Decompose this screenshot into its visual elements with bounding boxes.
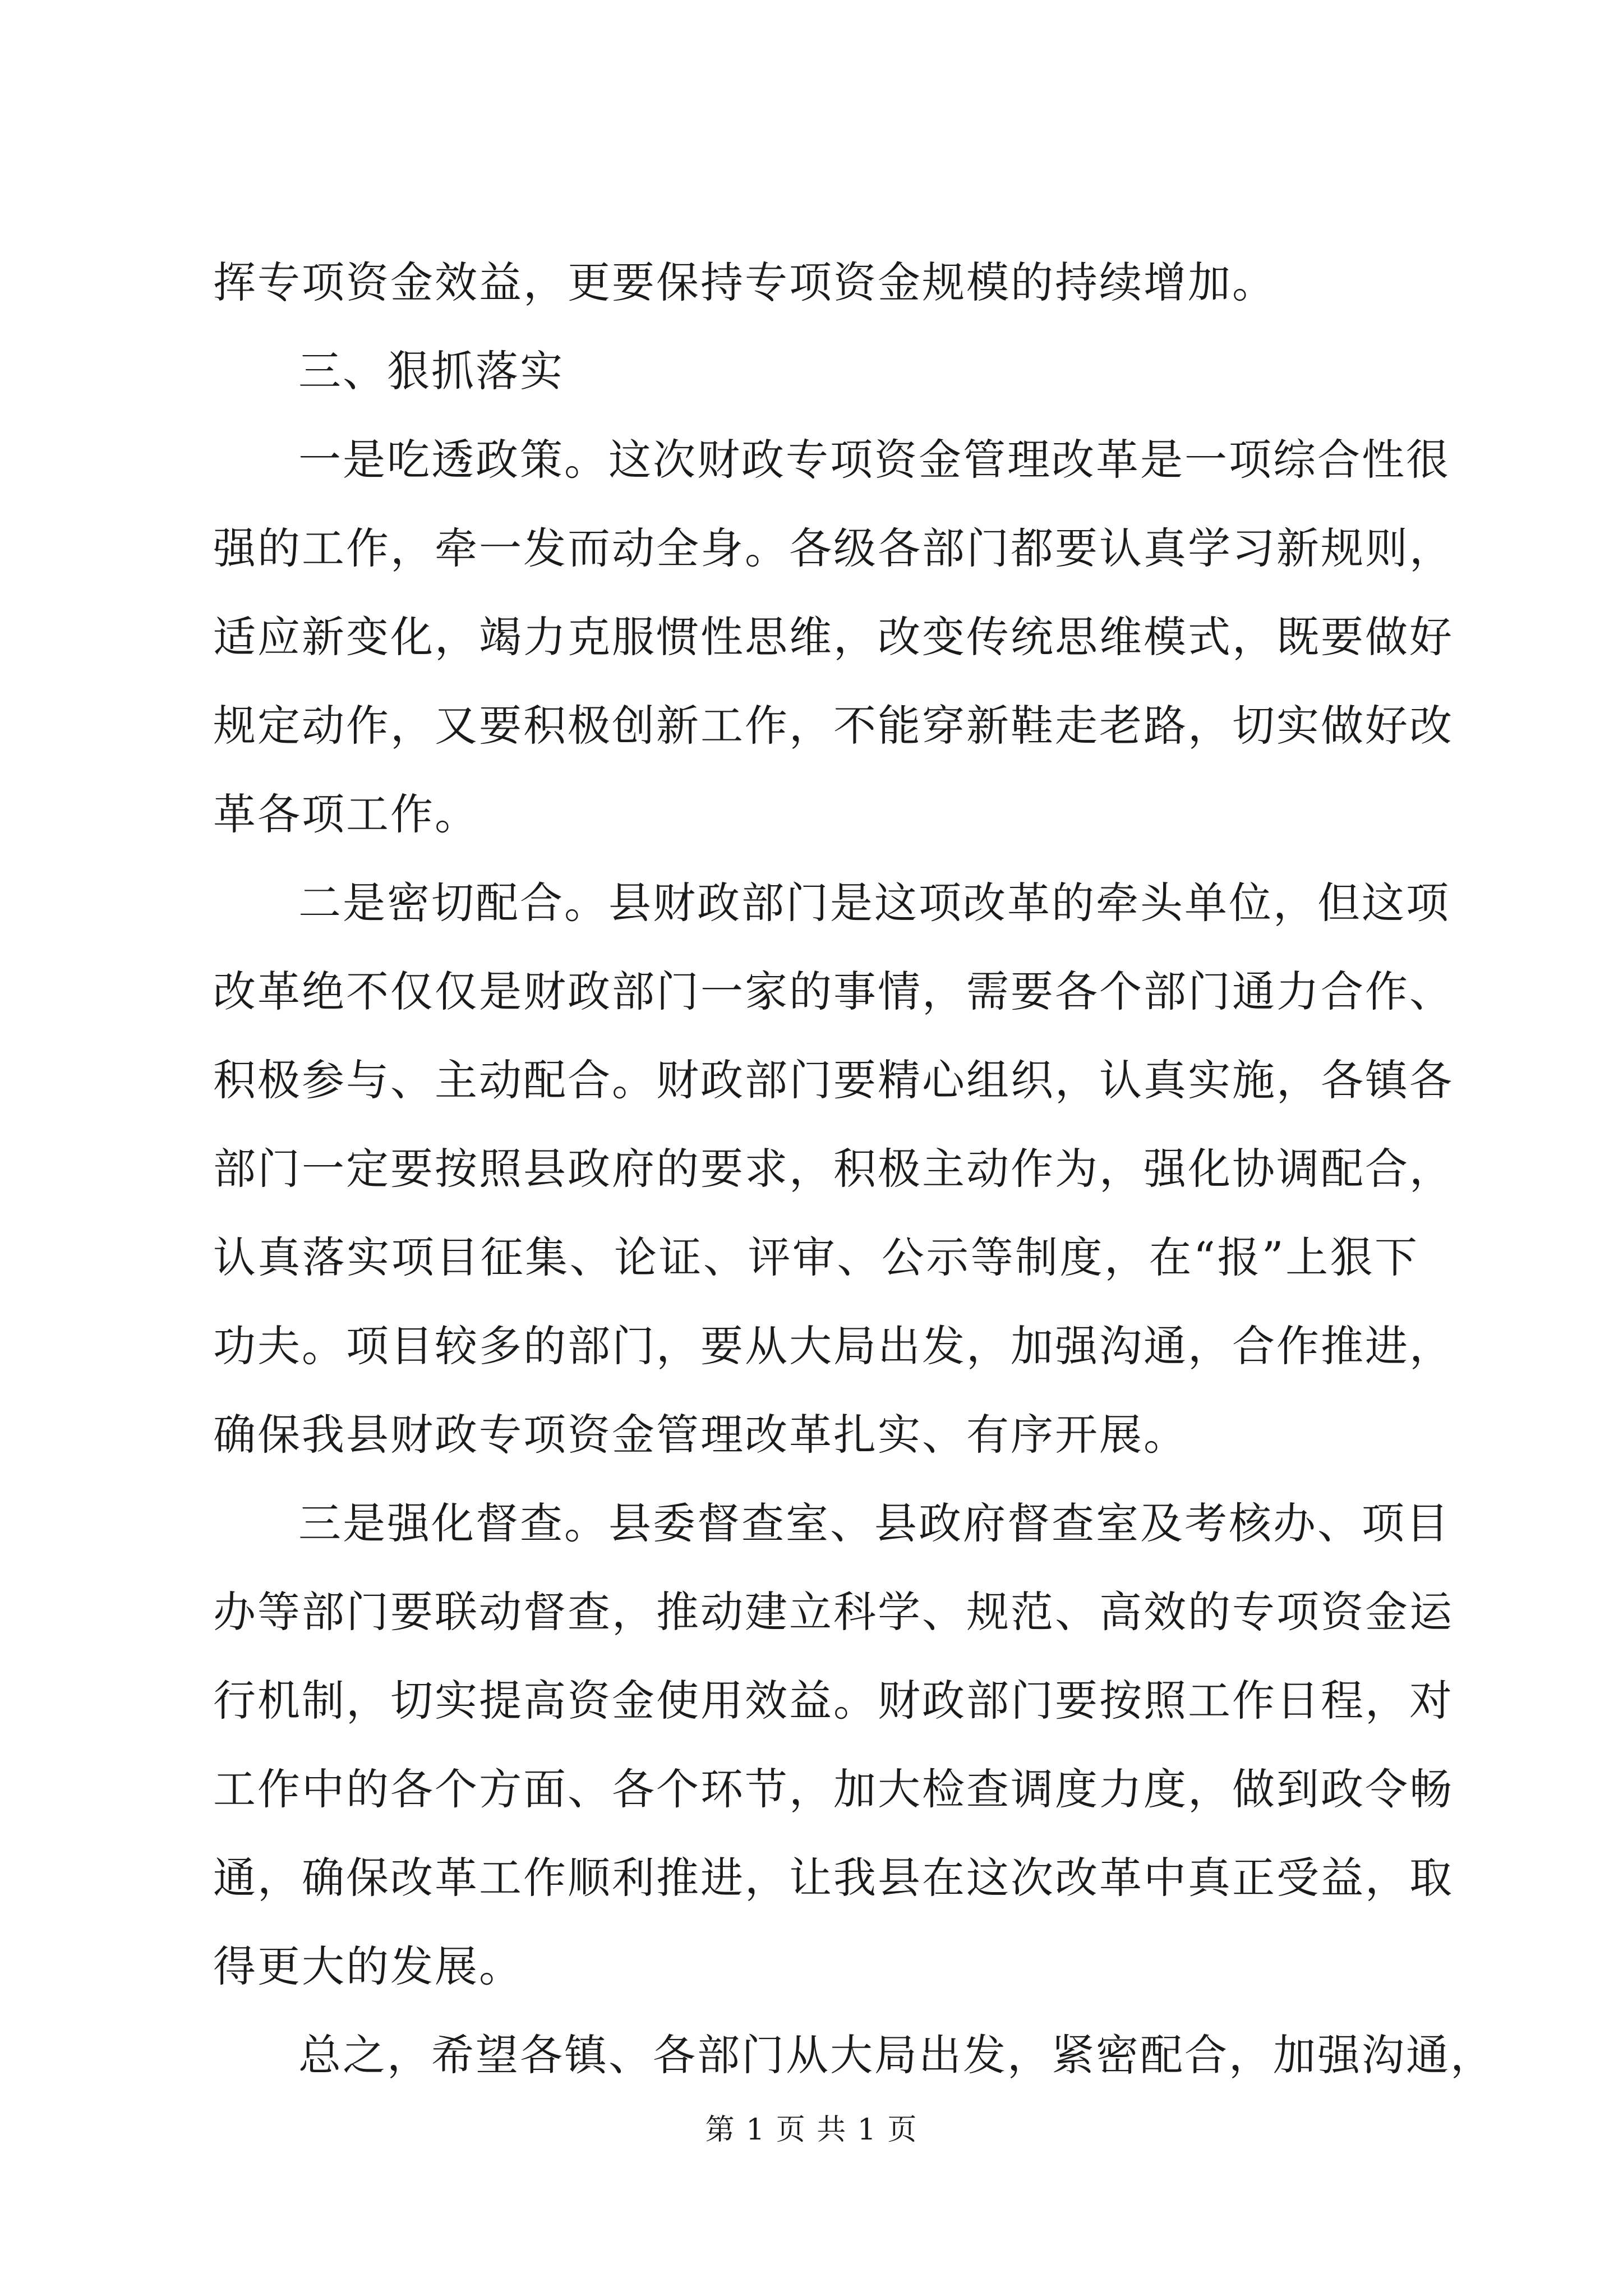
paragraph-line: 部门一定要按照县政府的要求，积极主动作为，强化协调配合， [213,1144,1454,1194]
paragraph-line: 确保我县财政专项资金管理改革扎实、有序开展。 [213,1410,1188,1460]
paragraph-line: 一是吃透政策。这次财政专项资金管理改革是一项综合性很 [298,435,1450,485]
paragraph-line: 改革绝不仅仅是财政部门一家的事情，需要各个部门通力合作、 [213,967,1454,1016]
paragraph-line: 总之，希望各镇、各部门从大局出发，紧密配合，加强沟通， [298,2030,1495,2080]
paragraph-line: 通，确保改革工作顺利推进，让我县在这次改革中真正受益，取 [213,1853,1454,1903]
paragraph-line: 强的工作，牵一发而动全身。各级各部门都要认真学习新规则， [213,523,1454,573]
paragraph-line: 办等部门要联动督查，推动建立科学、规范、高效的专项资金运 [213,1587,1454,1637]
paragraph-line: 行机制，切实提高资金使用效益。财政部门要按照工作日程，对 [213,1676,1454,1726]
paragraph-line: 工作中的各个方面、各个环节，加大检查调度力度，做到政令畅 [213,1764,1454,1814]
paragraph-line: 适应新变化，竭力克服惯性思维，改变传统思维模式，既要做好 [213,612,1454,662]
paragraph-line: 革各项工作。 [213,789,479,839]
paragraph-line: 功夫。项目较多的部门，要从大局出发，加强沟通，合作推进， [213,1321,1454,1371]
paragraph-line: 挥专项资金效益，更要保持专项资金规模的持续增加。 [213,257,1276,307]
paragraph-line: 积极参与、主动配合。财政部门要精心组织，认真实施，各镇各 [213,1055,1454,1105]
paragraph-line: 得更大的发展。 [213,1941,523,1991]
section-heading: 三、狠抓落实 [298,346,564,396]
paragraph-line: 二是密切配合。县财政部门是这项改革的牵头单位，但这项 [298,878,1450,928]
paragraph-line: 认真落实项目征集、论证、评审、公示等制度，在“报”上狠下 [213,1232,1419,1282]
page-footer: 第 1 页 共 1 页 [705,2113,918,2147]
paragraph-line: 三是强化督查。县委督查室、县政府督查室及考核办、项目 [298,1498,1450,1548]
document-body [213,238,1495,2100]
paragraph-line: 规定动作，又要积极创新工作，不能穿新鞋走老路，切实做好改 [213,701,1454,751]
